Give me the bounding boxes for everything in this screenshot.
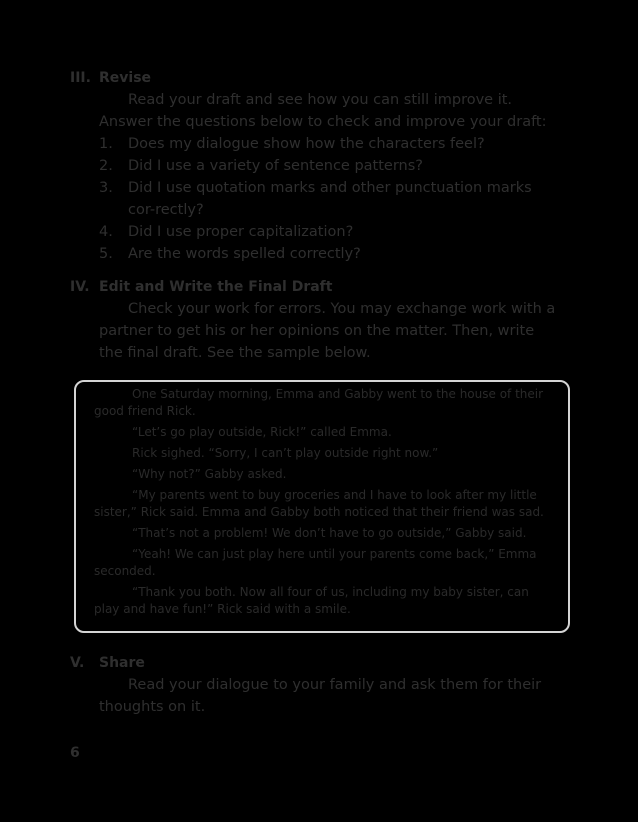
question-number: 5. bbox=[99, 246, 113, 262]
share-section bbox=[70, 652, 560, 718]
question-text: Does my dialogue show how the characters feel? bbox=[128, 136, 485, 152]
share-intro: Read your dialogue to your family and ask them for their thoughts on it. bbox=[99, 677, 542, 715]
share-title: Share bbox=[99, 655, 145, 671]
question-item bbox=[99, 155, 560, 177]
revise-numeral: III. bbox=[70, 70, 91, 86]
question-number: 3. bbox=[99, 180, 113, 196]
question-number: 1. bbox=[99, 136, 113, 152]
sample-paragraph: “Yeah! We can just play here until your parents come back,” Emma seconded. bbox=[94, 547, 537, 578]
sample-paragraph: “My parents went to buy groceries and I have to look after my little sister,” Rick said. Emma and Gabby both noticed that their friend was sad. bbox=[94, 488, 544, 519]
question-item bbox=[99, 177, 560, 221]
question-text: Did I use quotation marks and other punctuation marks cor-rectly? bbox=[128, 180, 532, 218]
sample-paragraph: “Let’s go play outside, Rick!” called Emma. bbox=[132, 425, 392, 439]
revise-section bbox=[70, 67, 560, 265]
question-item bbox=[99, 133, 560, 155]
question-text: Did I use proper capitalization? bbox=[128, 224, 354, 240]
sample-paragraph: Rick sighed. “Sorry, I can’t play outside right now.” bbox=[132, 446, 439, 460]
sample-paragraph: One Saturday morning, Emma and Gabby went to the house of their good friend Rick. bbox=[94, 387, 544, 418]
revise-heading bbox=[70, 67, 560, 89]
sample-dialogue-box bbox=[74, 380, 570, 633]
share-numeral: V. bbox=[70, 655, 85, 671]
question-text: Are the words spelled correctly? bbox=[128, 246, 361, 262]
question-item bbox=[99, 221, 560, 243]
revise-intro: Read your draft and see how you can still improve it. Answer the questions below to check and improve your draft: bbox=[99, 92, 547, 130]
revise-title: Revise bbox=[99, 70, 152, 86]
question-text: Did I use a variety of sentence patterns? bbox=[128, 158, 423, 174]
question-list bbox=[99, 133, 560, 265]
sample-paragraph: “Thank you both. Now all four of us, including my baby sister, can play and have fun!” Rick said with a smile. bbox=[94, 585, 529, 616]
edit-intro: Check your work for errors. You may exchange work with a partner to get his or her opinions on the matter. Then, write the final draft. See the sample below. bbox=[99, 301, 556, 361]
question-number: 4. bbox=[99, 224, 113, 240]
sample-paragraph: “That’s not a problem! We don’t have to go outside,” Gabby said. bbox=[132, 526, 527, 540]
sample-paragraph: “Why not?” Gabby asked. bbox=[132, 467, 287, 481]
edit-title: Edit and Write the Final Draft bbox=[99, 279, 333, 295]
page-number: 6 bbox=[70, 745, 80, 761]
edit-section bbox=[70, 276, 560, 364]
edit-heading bbox=[70, 276, 560, 298]
share-heading bbox=[70, 652, 560, 674]
question-number: 2. bbox=[99, 158, 113, 174]
edit-numeral: IV. bbox=[70, 279, 90, 295]
question-item bbox=[99, 243, 560, 265]
